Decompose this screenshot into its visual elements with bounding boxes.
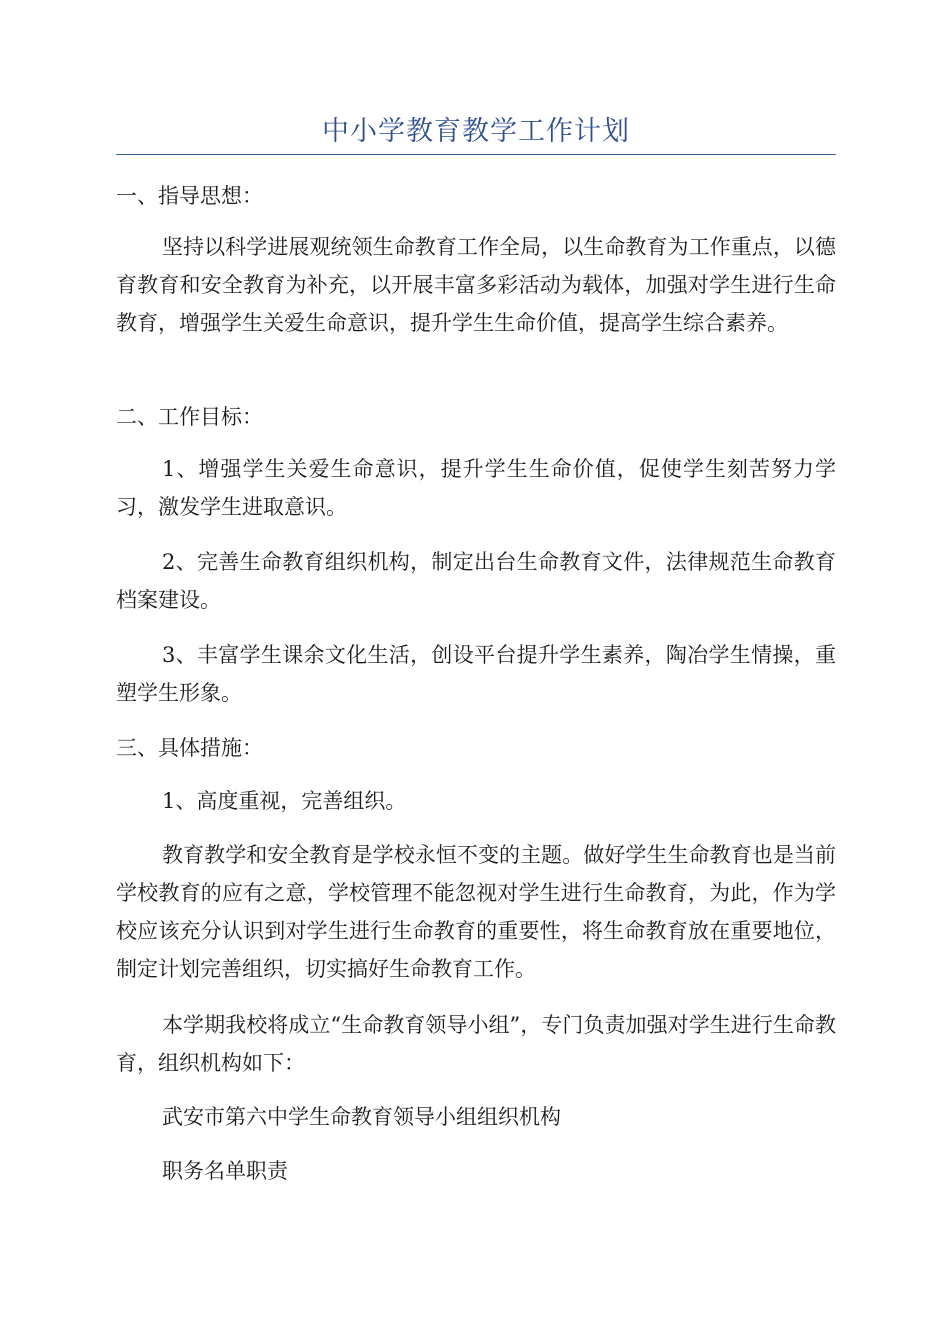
section-heading-work-goals: 二、工作目标：	[116, 405, 263, 429]
list-item-goal-1: 1、增强学生关爱生命意识，提升学生生命价值，促使学生刻苦努力学习，激发学生进取意识。	[116, 457, 836, 519]
section-heading-measures: 三、具体措施：	[116, 736, 263, 760]
org-table-header: 职务名单职责	[162, 1159, 288, 1183]
document-title: 中小学教育教学工作计划	[322, 116, 630, 147]
title-underline	[116, 154, 836, 155]
section-heading-guiding-thought: 一、指导思想：	[116, 184, 263, 208]
list-item-measure-1: 1、高度重视，完善组织。	[162, 789, 407, 813]
list-item-goal-2: 2、完善生命教育组织机构，制定出台生命教育文件，法律规范生命教育档案建设。	[116, 550, 836, 612]
list-item-goal-3: 3、丰富学生课余文化生活，创设平台提升学生素养，陶冶学生情操，重塑学生形象。	[116, 643, 836, 705]
paragraph-measure-detail: 教育教学和安全教育是学校永恒不变的主题。做好学生生命教育也是当前学校教育的应有之意，学校管理不能忽视对学生进行生命教育，为此，作为学校应该充分认识到对学生进行生命教育的重要性，将生命教育放在重要地位，制定计划完善组织，切实搞好生命教育工作。	[116, 843, 836, 981]
paragraph-leadership-group: 本学期我校将成立“生命教育领导小组”，专门负责加强对学生进行生命教育，组织机构如下：	[116, 1013, 836, 1075]
paragraph-guiding-thought: 坚持以科学进展观统领生命教育工作全局，以生命教育为工作重点，以德育教育和安全教育为补充，以开展丰富多彩活动为载体，加强对学生进行生命教育，增强学生关爱生命意识，提升学生生命价值，提高学生综合素养。	[116, 235, 836, 335]
org-structure-title: 武安市第六中学生命教育领导小组组织机构	[162, 1105, 561, 1129]
